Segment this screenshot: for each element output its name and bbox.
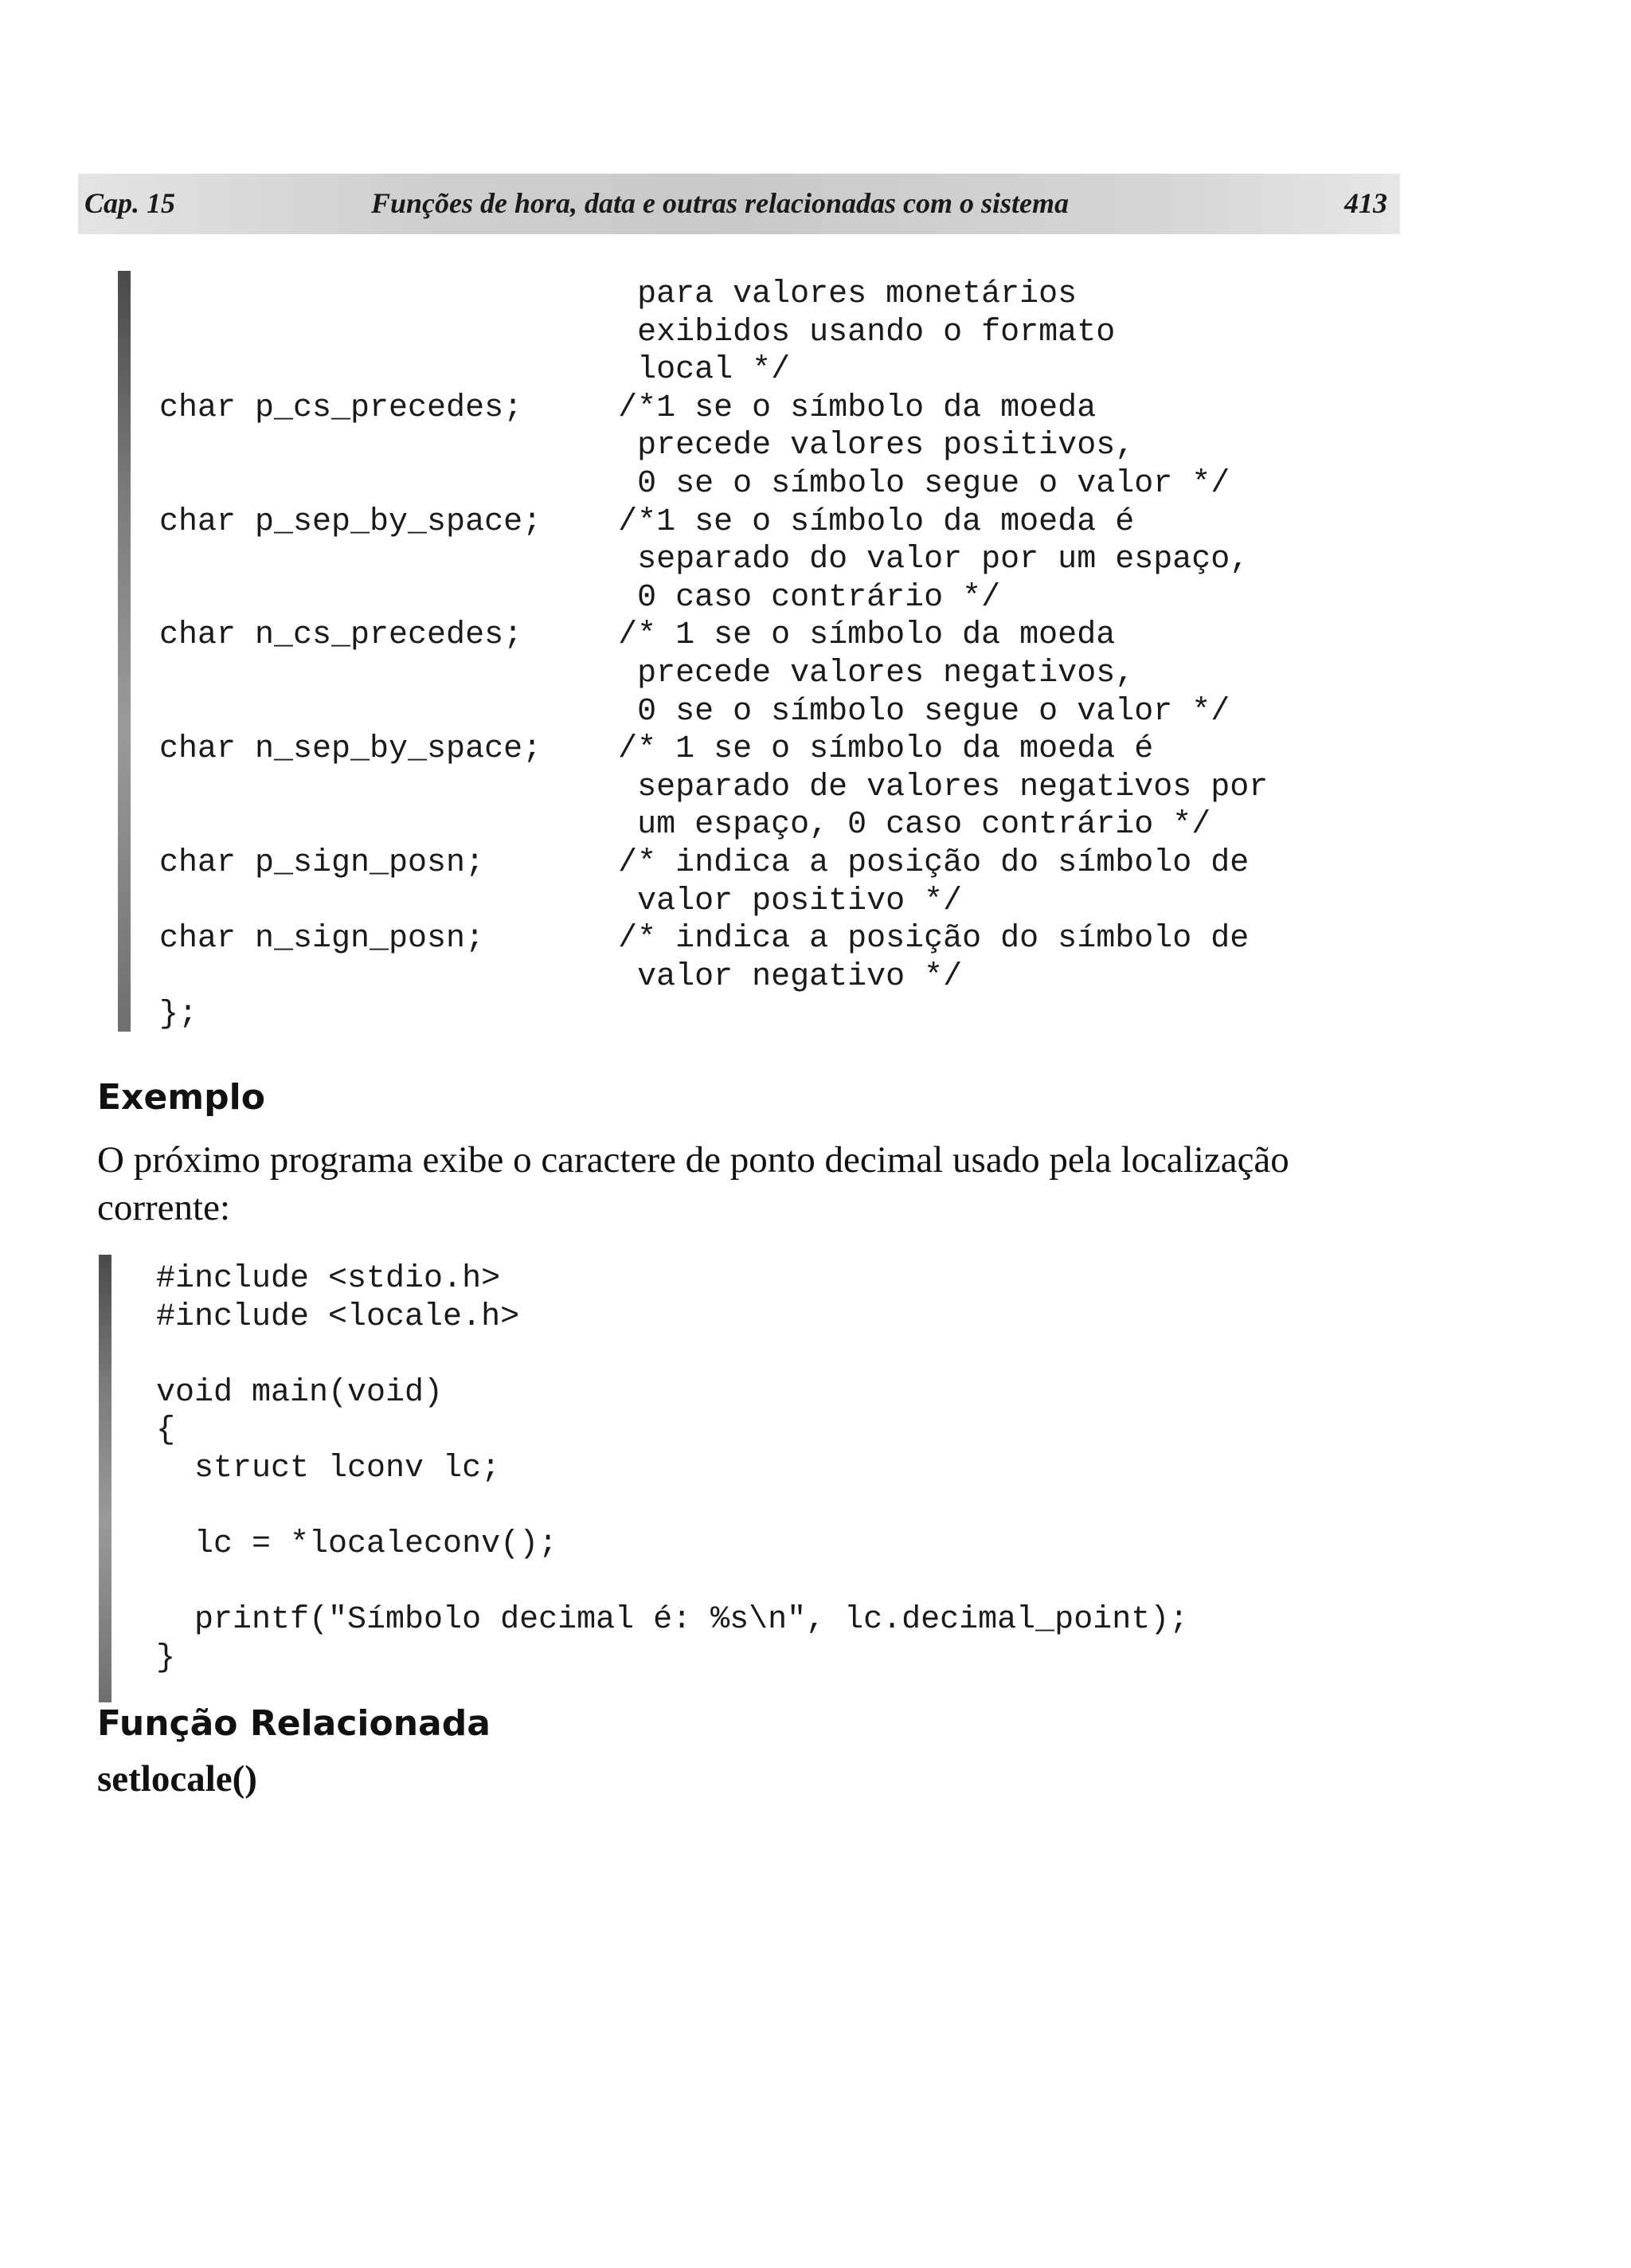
- struct-code-block: para valores monetários exibidos usando o formato local */ char p_cs_precedes; /*1 se o símbolo da moeda precede valores positivos, 0 se o símbolo segue o valor */ char p_sep_by_space; /*1 se o símbolo da moeda é separado do valor por um espaço, 0 caso contrário */ char n_cs_precedes; /* 1 se o símbolo da moeda precede valores negativos, 0 se o símbolo segue o valor */ char n_sep_by_space; /* 1 se o símbolo da moeda é separado de valores negativos por um espaço, 0 caso contrário */ char p_sign_posn; /* indica a posição do símbolo de valor positivo */ char n_sign_posn; /* indica a posição do símbolo de valor negativo */ };: [159, 276, 1269, 1033]
- example-description: O próximo programa exibe o caractere de ponto decimal usado pela localização corrente:: [97, 1139, 1289, 1228]
- code-margin-bar: [118, 271, 131, 1032]
- related-function-name: setlocale(): [97, 1758, 257, 1800]
- related-function-heading: Função Relacionada: [97, 1703, 491, 1744]
- example-heading: Exemplo: [97, 1077, 265, 1118]
- chapter-label: Cap. 15: [84, 187, 176, 219]
- chapter-title: Funções de hora, data e outras relacionadas com o sistema: [371, 187, 1070, 219]
- code-margin-bar: [99, 1255, 111, 1702]
- running-header: [78, 174, 1400, 234]
- page-number: 413: [1344, 187, 1387, 219]
- example-code-block: #include <stdio.h> #include <locale.h> void main(void) { struct lconv lc; lc = *localeconv(); printf("Símbolo decimal é: %s\n", lc.decimal_point); }: [156, 1261, 1189, 1676]
